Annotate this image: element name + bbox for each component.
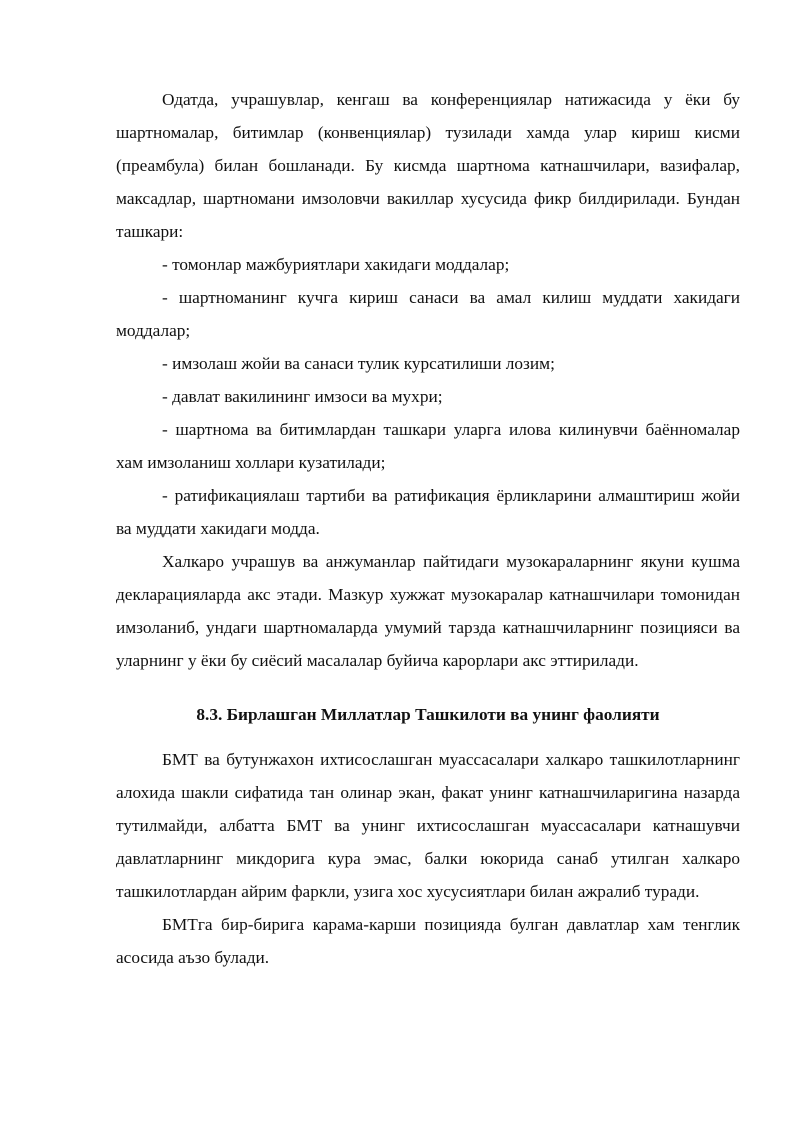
list-item-protocols: - шартнома ва битимлардан ташкари уларга илова килинувчи баённомалар хам имзоланиш холлари кузатилади; [116, 420, 740, 472]
list-item-entry-into-force: - шартноманинг кучга кириш санаси ва амал килиш муддати хакидаги моддалар; [116, 288, 740, 340]
list-item-signing-place: - имзолаш жойи ва санаси тулик курсатилиши лозим; [162, 354, 555, 373]
page-content [116, 83, 740, 974]
section-heading: 8.3. Бирлашган Миллатлар Ташкилоти ва унинг фаолияти [196, 705, 660, 724]
paragraph-intro: Одатда, учрашувлар, кенгаш ва конференциялар натижасида у ёки бу шартномалар, битимлар (конвенциялар) тузилади хамда улар кириш кисми (преамбула) билан бошланади. Бу кисмда шартнома катнашчилари, вазифалар, максадлар, шартномани имзоловчи вакиллар хусусида фикр билдирилади. Бундан ташкари: [116, 90, 740, 241]
paragraph-un-membership: БМТга бир-бирига карама-карши позицияда булган давлатлар хам тенглик асосида аъзо булади. [116, 915, 740, 967]
paragraph-un-agencies: БМТ ва бутунжахон ихтисослашган муассасалари халкаро ташкилотларнинг алохида шакли сифатида тан олинар экан, факат унинг катнашчиларигина назарда тутилмайди, албатта БМТ ва унинг ихтисослашган муассасалари катнашувчи давлатларнинг микдорига кура эмас, балки юкорида санаб утилган халкаро ташкилотлардан айрим фаркли, узига хос хусусиятлари билан ажралиб туради. [116, 750, 740, 901]
list-item-signature-seal: - давлат вакилининг имзоси ва мухри; [162, 387, 443, 406]
list-item-obligations: - томонлар мажбуриятлари хакидаги моддалар; [162, 255, 510, 274]
paragraph-declarations: Халкаро учрашув ва анжуманлар пайтидаги музокараларнинг якуни кушма декларацияларда акс этади. Мазкур хужжат музокаралар катнашчилари томонидан имзоланиб, ундаги шартномаларда умумий тарзда катнашчиларнинг позицияси ва уларнинг у ёки бу сиёсий масалалар буйича карорлари акс эттирилади. [116, 552, 740, 670]
list-item-ratification: - ратификациялаш тартиби ва ратификация ёрликларини алмаштириш жойи ва муддати хакидаги модда. [116, 486, 740, 538]
